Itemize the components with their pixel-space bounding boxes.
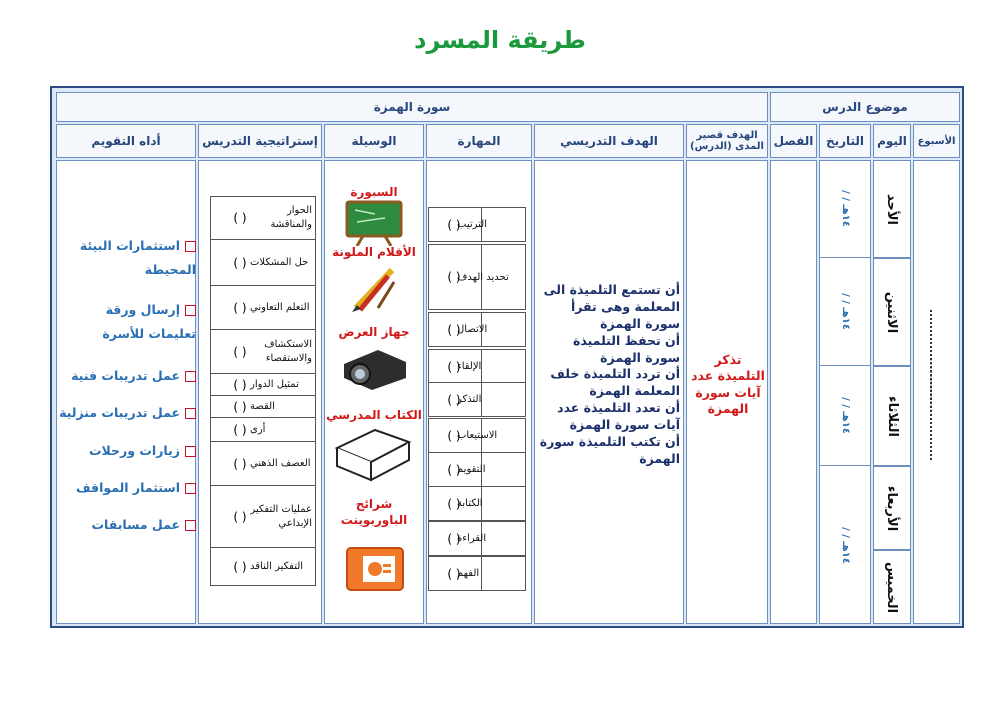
skill-row: ( ) التقويم [428, 452, 526, 487]
projector-icon [338, 344, 410, 394]
date-sunday: / / ١٤هـ [819, 160, 871, 258]
checkbox[interactable] [185, 408, 196, 419]
strategy-row: ( ) عمليات التفكير الإبداعي [210, 486, 316, 548]
checkbox[interactable] [185, 520, 196, 531]
day-monday: الاثنين [873, 258, 911, 366]
objective-item: أن تستمع التلميذة الى المعلمة وهى تقرأ سورة الهمزة [543, 282, 680, 331]
tool-pens-label: الأقلام الملونة [332, 245, 416, 259]
evaluation-column [56, 160, 196, 624]
evaluation-item: إرسال ورقة تعليمات للأسرة [102, 302, 196, 341]
strategy-row: ( ) حل المشكلات [210, 240, 316, 286]
checkbox[interactable] [185, 483, 196, 494]
evaluation-item: عمل تدريبات منزلية [56, 401, 196, 425]
skill-row: ( ) الاستيعاب [428, 418, 526, 453]
day-wednesday: الأربعاء [873, 466, 911, 550]
short-goal-text: تذكر التلميذة عدد آيات سورة الهمزة [691, 352, 765, 416]
evaluation-item: استثمار المواقف [56, 476, 196, 500]
date-header: التاريخ [819, 124, 871, 158]
strategy-row: ( ) تمثيل الدوار [210, 374, 316, 396]
class-column [770, 160, 817, 624]
day-header: اليوم [873, 124, 911, 158]
objective-item: أن تردد التلميذة خلف المعلمة الهمزة [550, 366, 680, 399]
evaluation-item: زيارات ورحلات [56, 439, 196, 463]
date-monday: / / ١٤هـ [819, 258, 871, 366]
checkbox[interactable] [185, 446, 196, 457]
skill-row: ( ) الترتيب [428, 207, 526, 242]
evaluation-header: أداه التقويم [56, 124, 196, 158]
skill-row: ( ) الإلقاء [428, 349, 526, 384]
colored-pens-icon [348, 262, 400, 314]
skill-row: ( ) القراءة [428, 521, 526, 556]
strategy-row: ( ) أرى [210, 418, 316, 442]
strategy-row: ( ) الحوار والمناقشة [210, 196, 316, 240]
surah-header: سورة الهمزة [56, 92, 768, 122]
teaching-goal-header: الهدف التدريسي [534, 124, 684, 158]
short-goal-header: الهدف قصير المدى (الدرس) [686, 124, 768, 158]
checkbox[interactable] [185, 371, 196, 382]
tool-projector-label: جهاز العرض [338, 325, 410, 339]
strategy-row: ( ) العصف الذهني [210, 442, 316, 486]
checkbox[interactable] [185, 305, 196, 316]
strategy-row: ( ) التفكير الناقد [233, 560, 304, 574]
skill-row: ( ) الفهم [428, 556, 526, 591]
day-sunday: الأحد [873, 160, 911, 258]
skill-row: ( ) تحديد الهدف [428, 244, 526, 310]
evaluation-item: عمل مسابقات [56, 513, 196, 537]
week-value-text: ........................... [927, 329, 939, 442]
teaching-objectives [538, 282, 680, 468]
tool-board-label: السبورة [350, 185, 398, 199]
tool-powerpoint-label: شرائح الباوربوينت [340, 497, 408, 527]
skill-header: المهارة [426, 124, 532, 158]
tool-header: الوسيلة [324, 124, 424, 158]
strategy-row: ( ) الاستكشاف والاستقصاء [210, 330, 316, 374]
skill-row: ( ) التذكر [428, 382, 526, 417]
checkbox[interactable] [185, 241, 196, 252]
skill-row: ( ) الاتصال [428, 312, 526, 347]
chalkboard-icon [345, 200, 403, 246]
skill-row: ( ) الكتابة [428, 486, 526, 521]
tool-textbook-label: الكتاب المدرسي [326, 408, 422, 422]
objective-item: أن تكتب التلميذة سورة الهمزة [539, 433, 680, 466]
evaluation-item: استثمارات البيئة المحيطة [79, 238, 196, 277]
page-title: طريقة المسرد [414, 26, 586, 54]
week-header: الأسبوع [913, 124, 960, 158]
strategy-row: ( ) القصة [210, 396, 316, 418]
objective-item: أن تحفظ التلميذة سورة الهمزة [572, 332, 680, 365]
powerpoint-icon [345, 544, 405, 594]
book-icon [333, 426, 413, 484]
day-thursday: الخميس [873, 550, 911, 624]
strategy-header: إستراتيجية التدريس [198, 124, 322, 158]
date-tuesday: / / ١٤هـ [819, 366, 871, 466]
class-header: الفصل [770, 124, 817, 158]
day-tuesday: الثلاثاء [873, 366, 911, 466]
strategy-row: ( ) التعلم التعاوني [210, 286, 316, 330]
date-wednesday: / / ١٤هـ [839, 526, 851, 564]
objective-item: أن تعدد التلميذة عدد آيات سورة الهمزة [557, 400, 680, 432]
lesson-topic-header: موضوع الدرس [770, 92, 960, 122]
evaluation-item: عمل تدريبات فنية [56, 364, 196, 388]
